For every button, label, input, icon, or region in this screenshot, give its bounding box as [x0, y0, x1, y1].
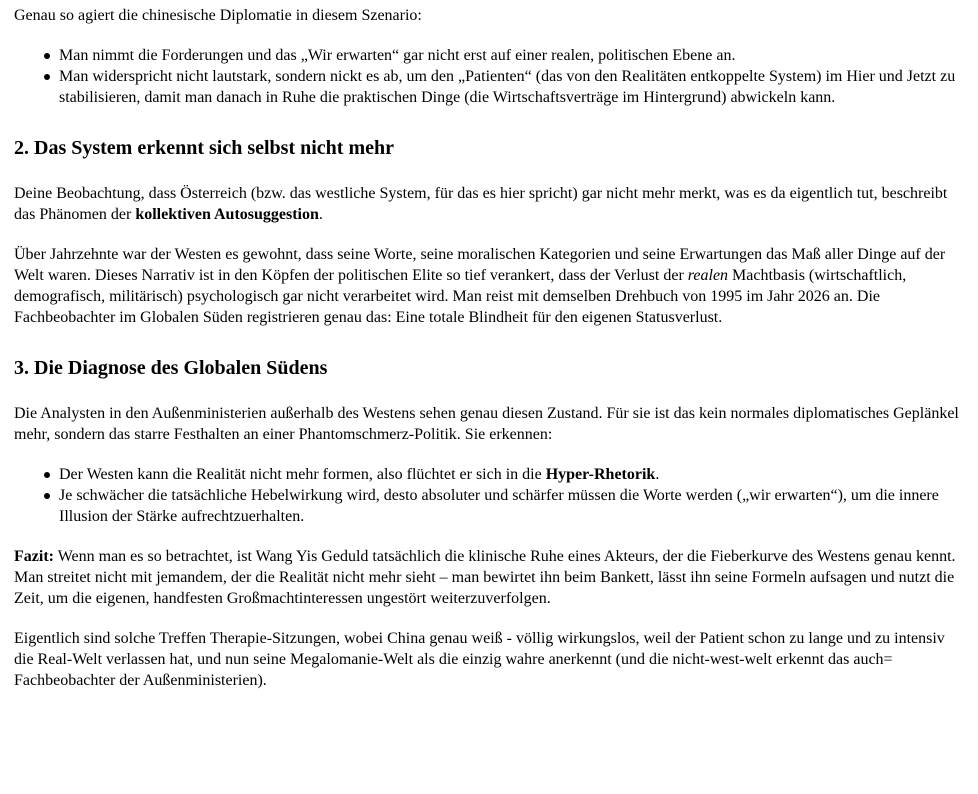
section-heading-3: 3. Die Diagnose des Globalen Südens [14, 357, 328, 379]
paragraph-text: Über Jahrzehnte war der Westen es gewohnt, dass seine Worte, seine moralischen Kategorien und seine Erwartungen das Maß aller Dinge auf der Welt waren. Dieses Narrativ ist in den Köpfen der politischen Elite so tief verankert, dass der Verlust der [14, 246, 946, 284]
fazit-paragraph [14, 546, 964, 609]
fazit-label: Fazit: [14, 548, 54, 565]
intro-paragraph: Genau so agiert die chinesische Diplomatie in diesem Szenario: [14, 7, 422, 24]
list-item-text: Der Westen kann die Realität nicht mehr formen, also flüchtet er sich in die [59, 466, 546, 483]
section2-paragraph-1 [14, 183, 964, 225]
section2-paragraph-2 [14, 244, 964, 328]
list-item: Man widerspricht nicht lautstark, sondern nickt es ab, um den „Patienten“ (das von den Realitäten entkoppelte System) im Hier und Jetzt zu stabilisieren, damit man danach in Ruhe die praktischen Dinge (die Wirtschaftsverträge im Hintergrund) abwickeln kann. [59, 66, 964, 108]
paragraph-text: . [318, 206, 323, 223]
closing-paragraph: Eigentlich sind solche Treffen Therapie-Sitzungen, wobei China genau weiß - völlig wirkungslos, weil der Patient schon zu lange und zu intensiv die Real-Welt verlassen hat, und nun seine Megalomanie-Welt als die einzig wahre anerkennt (und die nicht-west-welt erkennt das auch= Fachbeobachter der Außenministerien). [14, 630, 945, 689]
list-item: Je schwächer die tatsächliche Hebelwirkung wird, desto absoluter und schärfer müssen die Worte werden („wir erwarten“), um die innere Illusion der Stärke aufrechtzuerhalten. [59, 485, 964, 527]
italic-term-realen: realen [687, 267, 729, 284]
list-item: Man nimmt die Forderungen und das „Wir erwarten“ gar nicht erst auf einer realen, politischen Ebene an. [59, 45, 964, 66]
paragraph-text: Machtbasis (wirtschaftlich, demografisch, militärisch) psychologisch gar nicht verarbeitet wird. Man reist mit demselben Drehbuch von 1995 im Jahr 2026 an. Die Fachbeobachter im Globalen Süden registrieren genau das: Eine totale Blindheit für den eigenen Statusverlust. [14, 267, 907, 326]
bullet-list-diagnosis [14, 464, 964, 527]
fazit-text: Wenn man es so betrachtet, ist Wang Yis Geduld tatsächlich die klinische Ruhe eines Akteurs, der die Fieberkurve des Westens genau kennt. Man streitet nicht mit jemandem, der die Realität nicht mehr sieht – man bewirtet ihn beim Bankett, lässt ihn seine Formeln aufsagen und nutzt die Zeit, um die eigenen, handfesten Großmachtinteressen ungestört weiterzuverfolgen. [14, 548, 956, 607]
bullet-list-diplomacy [14, 45, 964, 108]
bold-term-hyper-rhetorik: Hyper-Rhetorik [545, 466, 656, 483]
list-item-text: . [655, 466, 660, 483]
paragraph-text: Deine Beobachtung, dass Österreich (bzw. das westliche System, für das es hier spricht) gar nicht mehr merkt, was es da eigentlich tut, beschreibt das Phänomen der [14, 185, 948, 223]
list-item [59, 464, 964, 485]
section3-paragraph-1: Die Analysten in den Außenministerien außerhalb des Westens sehen genau diesen Zustand. Für sie ist das kein normales diplomatisches Geplänkel mehr, sondern das starre Festhalten an einer Phantomschmerz-Politik. Sie erkennen: [14, 405, 959, 443]
bold-term-autosuggestion: kollektiven Autosuggestion [135, 206, 319, 223]
section-heading-2: 2. Das System erkennt sich selbst nicht mehr [14, 137, 394, 159]
